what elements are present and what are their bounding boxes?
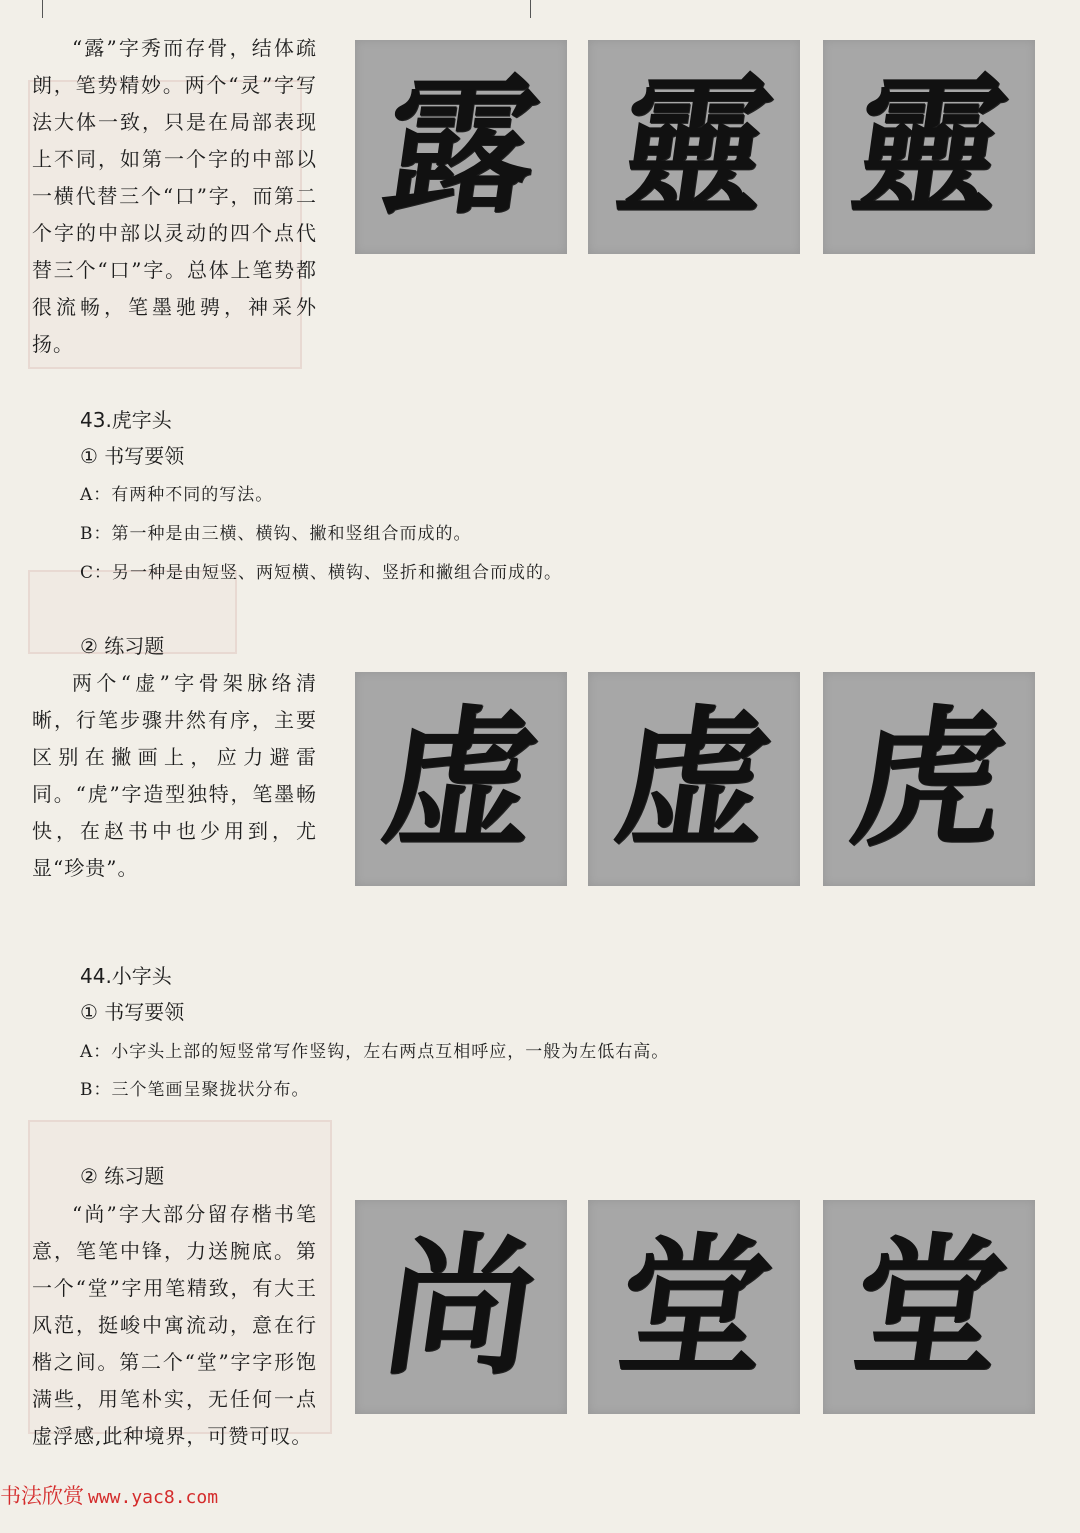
calligraphy-panel-ling-1: [588, 40, 800, 254]
calligraphy-panel-ling-2: [823, 40, 1035, 254]
calligraphy-character: 虚: [606, 691, 782, 867]
section43-paragraph: 两个“虚”字骨架脉络清晰，行笔步骤井然有序，主要区别在撇画上，应力避雷同。“虎”字造型独特，笔墨畅快，在赵书中也少用到，尤显“珍贵”。: [32, 671, 317, 880]
site-watermark: [0, 1485, 218, 1509]
calligraphy-character: 靈: [841, 59, 1017, 235]
calligraphy-panel-hu: [823, 672, 1035, 886]
calligraphy-panel-shang: [355, 1200, 567, 1414]
section43-point-a: A：有两种不同的写法。: [80, 485, 274, 505]
calligraphy-character: 尚: [373, 1219, 549, 1395]
crop-mark-right: [530, 0, 531, 18]
calligraphy-character: 堂: [841, 1219, 1017, 1395]
calligraphy-character: 虚: [373, 691, 549, 867]
calligraphy-panel-tang-1: [588, 1200, 800, 1414]
section44-subtitle-key-points: ① 书写要领: [80, 1000, 185, 1024]
section43-subtitle-exercise: ② 练习题: [80, 634, 165, 658]
calligraphy-character: 露: [373, 59, 549, 235]
section43-point-b: B：第一种是由三横、横钩、撇和竖组合而成的。: [80, 524, 472, 544]
site-url[interactable]: www.yac8.com: [88, 1487, 219, 1508]
section1-paragraph: “露”字秀而存骨，结体疏朗，笔势精妙。两个“灵”字写法大体一致，只是在局部表现上不同，如第一个字的中部以一横代替三个“口”字，而第二个字的中部以灵动的四个点代替三个“口”字。总体上笔势都很流畅，笔墨驰骋，神采外扬。: [32, 36, 317, 356]
site-name: 书法欣赏: [0, 1484, 84, 1508]
section44-point-a: A：小字头上部的短竖常写作竖钩，左右两点互相呼应，一般为左低右高。: [80, 1042, 670, 1062]
section43-title: 43.虎字头: [80, 408, 172, 432]
section44-paragraph: “尚”字大部分留存楷书笔意，笔笔中锋，力送腕底。第一个“堂”字用笔精致，有大王风范，挺峻中寓流动，意在行楷之间。第二个“堂”字字形饱满些，用笔朴实，无任何一点虚浮感,此种境界，可赞可叹。: [32, 1202, 317, 1448]
calligraphy-panel-tang-2: [823, 1200, 1035, 1414]
crop-mark-left: [42, 0, 43, 18]
calligraphy-character: 虎: [841, 691, 1017, 867]
section43-point-c: C：另一种是由短竖、两短横、横钩、竖折和撇组合而成的。: [80, 563, 563, 583]
section44-point-b: B：三个笔画呈聚拢状分布。: [80, 1080, 310, 1100]
calligraphy-panel-xu-2: [588, 672, 800, 886]
section43-subtitle-key-points: ① 书写要领: [80, 444, 185, 468]
calligraphy-character: 堂: [606, 1219, 782, 1395]
section44-title: 44.小字头: [80, 964, 172, 988]
calligraphy-panel-xu-1: [355, 672, 567, 886]
section44-subtitle-exercise: ② 练习题: [80, 1164, 165, 1188]
calligraphy-panel-lu: [355, 40, 567, 254]
calligraphy-character: 靈: [606, 59, 782, 235]
